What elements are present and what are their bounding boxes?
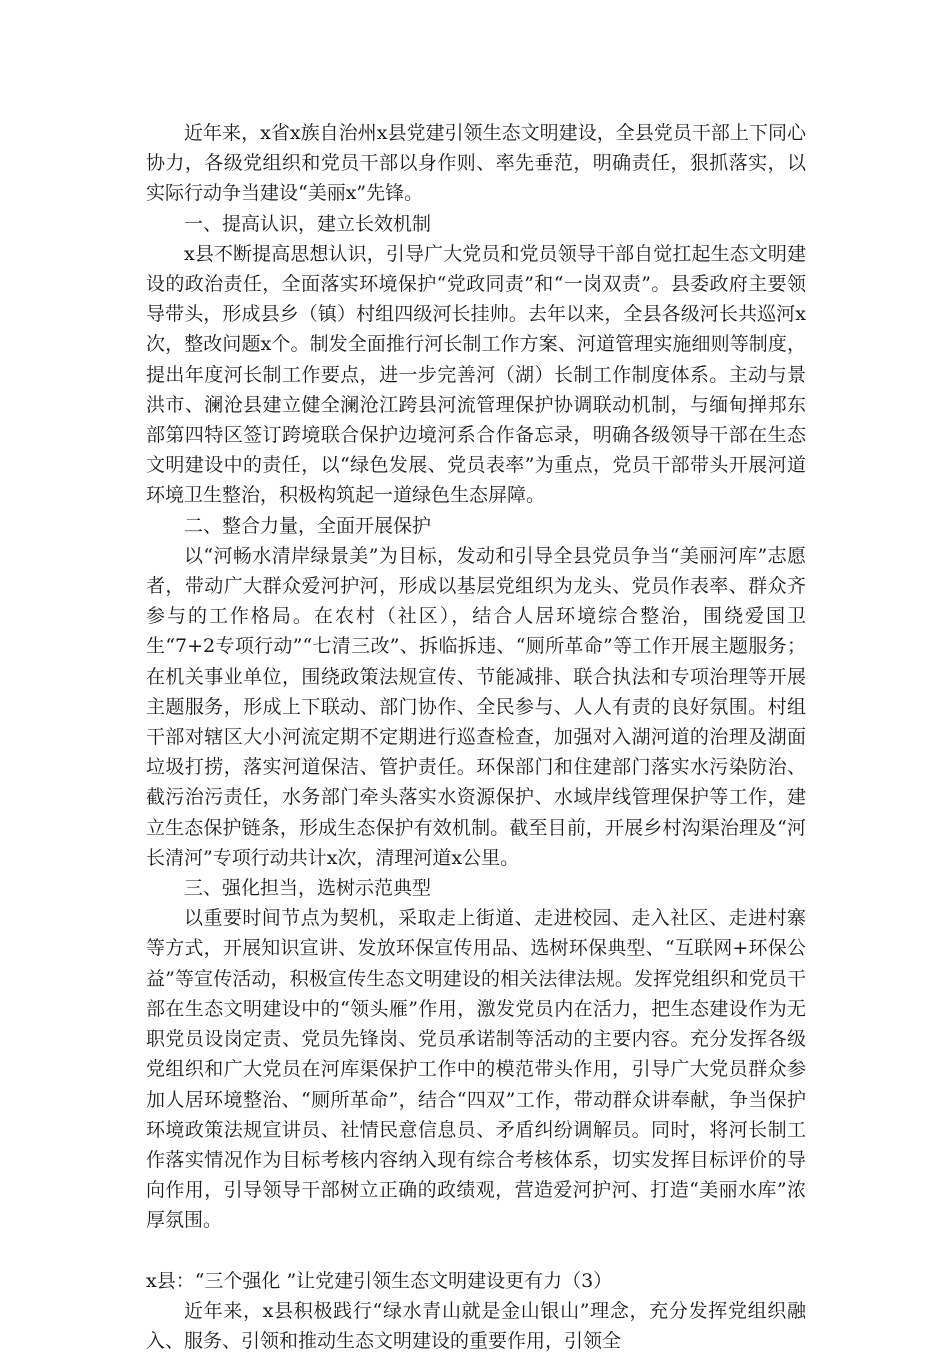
section-heading-1: 一、提高认识，建立长效机制 bbox=[184, 212, 432, 235]
section-2-paragraph: 以“河畅水清岸绿景美”为目标，发动和引导全县党员争当“美丽河库”志愿者，带动广大群众爱河护河，形成以基层党组织为龙头、党员作表率、群众齐参与的工作格局。在农村（社区），结合人居环境综合整治，围绕爱国卫生“7+2专项行动”“七清三改”、拆临拆违、“厕所革命”等工作开展主题服务；在机关事业单位，围绕政策法规宣传、节能减排、联合执法和专项治理等开展主题服务，形成上下联动、部门协作、全民参与、人人有责的良好氛围。村组干部对辖区大小河流定期不定期进行巡查检查，加强对入湖河道的治理及湖面垃圾打捞，落实河道保洁、管护责任。环保部门和住建部门落实水污染防治、截污治污责任，水务部门牵头落实水资源保护、水域岸线管理保护等工作，建立生态保护链条，形成生态保护有效机制。截至目前，开展乡村沟渠治理及“河长清河”专项行动共计x次，清理河道x公里。 bbox=[146, 544, 806, 869]
section-heading-2: 二、整合力量，全面开展保护 bbox=[184, 514, 432, 537]
section-heading-3: 三、强化担当，选树示范典型 bbox=[184, 877, 432, 900]
section-1-paragraph: x县不断提高思想认识，引导广大党员和党员领导干部自觉扛起生态文明建设的政治责任，全面落实环境保护“党政同责”和“一岗双责”。县委政府主要领导带头，形成县乡（镇）村组四级河长挂帅。去年以来，全县各级河长共巡河x次，整改问题x个。制发全面推行河长制工作方案、河道管理实施细则等制度，提出年度河长制工作要点，进一步完善河（湖）长制工作制度体系。主动与景洪市、澜沧县建立健全澜沧江跨县河流管理保护协调联动机制，与缅甸掸邦东部第四特区签订跨境联合保护边境河系合作备忘录，明确各级领导干部在生态文明建设中的责任，以“绿色发展、党员表率”为重点，党员干部带头开展河道环境卫生整治，积极构筑起一道绿色生态屏障。 bbox=[146, 242, 806, 507]
closing-paragraph: 近年来，x县积极践行“绿水青山就是金山银山”理念，充分发挥党组织融入、服务、引领和推动生态文明建设的重要作用，引领全 bbox=[146, 1299, 806, 1352]
intro-paragraph: 近年来，x省x族自治州x县党建引领生态文明建设，全县党员干部上下同心协力，各级党组织和党员干部以身作则、率先垂范，明确责任，狠抓落实，以实际行动争当建设“美丽x”先锋。 bbox=[146, 122, 806, 205]
section-3-paragraph: 以重要时间节点为契机，采取走上街道、走进校园、走入社区、走进村寨等方式，开展知识宣讲、发放环保宣传用品、选树环保典型、“互联网+环保公益”等宣传活动，积极宣传生态文明建设的相关法律法规。发挥党组织和党员干部在生态文明建设中的“领头雁”作用，激发党员内在活力，把生态建设作为无职党员设岗定责、党员先锋岗、党员承诺制等活动的主要内容。充分发挥各级党组织和广大党员在河库渠保护工作中的模范带头作用，引导广大党员群众参加人居环境整治、“厕所革命”，结合“四双”工作，带动群众讲奉献，争当保护环境政策法规宣讲员、社情民意信息员、矛盾纠纷调解员。同时，将河长制工作落实情况作为目标考核内容纳入现有综合考核体系，切实发挥目标评价的导向作用，引导领导干部树立正确的政绩观，营造爱河护河、打造“美丽水库”浓厚氛围。 bbox=[146, 907, 806, 1232]
article-subtitle: x县：“三个强化 ”让党建引领生态文明建设更有力（3） bbox=[146, 1269, 613, 1292]
document-body bbox=[146, 118, 806, 1356]
